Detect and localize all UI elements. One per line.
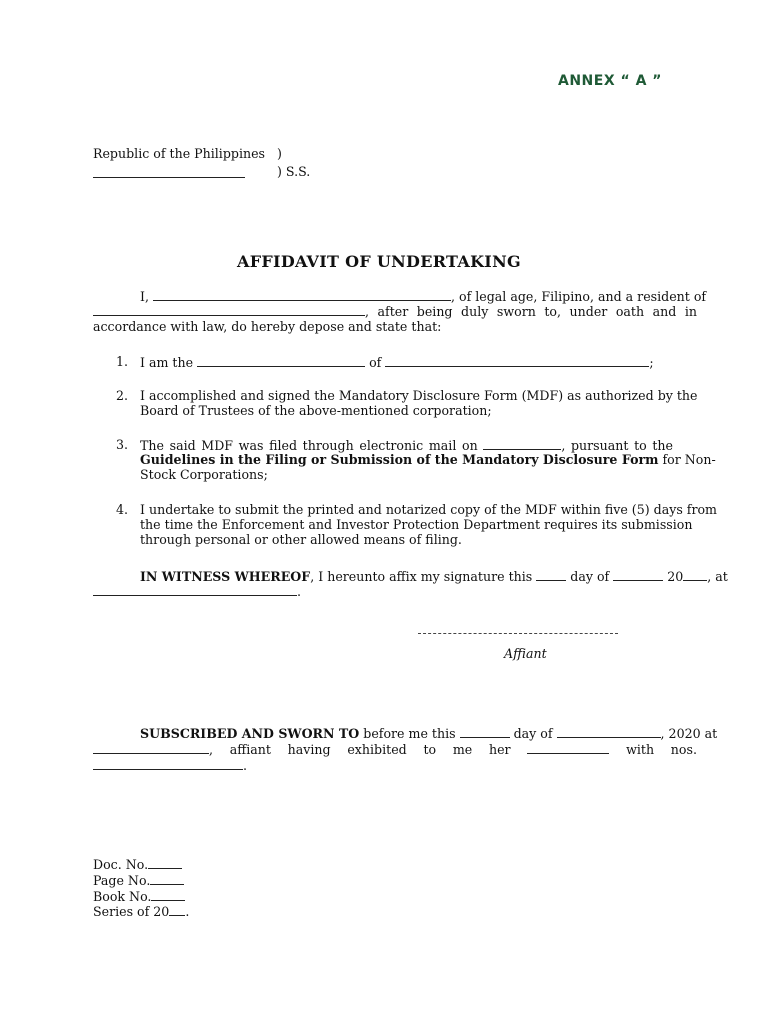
item-3-line-1 <box>140 437 673 453</box>
series-blank[interactable] <box>169 903 185 916</box>
item-1-text-b: of <box>369 355 382 370</box>
item-3-line-3: Stock Corporations; <box>140 467 268 482</box>
venue-ss: ) S.S. <box>277 164 311 179</box>
affiant-label: Affiant <box>504 646 547 661</box>
jurat-place-blank[interactable] <box>93 741 209 754</box>
series-label: Series of 20 <box>93 904 170 919</box>
item-4-line-1: I undertake to submit the printed and notarized copy of the MDF within five (5) days from <box>140 502 717 517</box>
venue-city-blank[interactable] <box>93 164 245 178</box>
intro-line-3: accordance with law, do hereby depose and state that: <box>93 319 442 334</box>
guidelines-title: Guidelines in the Filing or Submission of the Mandatory Disclosure Form <box>140 452 659 467</box>
item-2-line-1: I accomplished and signed the Mandatory Disclosure Form (MDF) as authorized by the <box>140 388 698 403</box>
intro-i: I, <box>140 289 149 304</box>
item-1 <box>140 354 697 370</box>
item-number: 2. <box>116 388 129 403</box>
jurat-text-b: day of <box>513 726 553 741</box>
item-2-line-2: Board of Trustees of the above-mentioned corporation; <box>140 403 492 418</box>
doc-no <box>93 856 182 872</box>
witness-place-blank[interactable] <box>93 583 297 596</box>
witness-text-e: . <box>297 584 302 599</box>
corporation-blank[interactable] <box>385 354 649 367</box>
jurat-text-a: before me this <box>363 726 456 741</box>
witness-year-prefix: 20 <box>667 569 684 584</box>
item-number: 1. <box>116 354 129 369</box>
intro-b: , after being duly sworn to, under oath and in <box>365 304 697 319</box>
book-no <box>93 888 185 904</box>
signature-line[interactable] <box>418 631 618 634</box>
series <box>93 903 189 919</box>
item-3-line-2 <box>140 452 716 467</box>
filing-date-blank[interactable] <box>483 437 561 450</box>
item-number: 3. <box>116 437 129 452</box>
intro-a: , of legal age, Filipino, and a resident of <box>451 289 707 304</box>
item-3-text-c: for Non- <box>662 452 716 467</box>
position-blank[interactable] <box>197 354 365 367</box>
item-4-line-2: the time the Enforcement and Investor Protection Department requires its submission <box>140 517 693 532</box>
witness-year-blank[interactable] <box>683 568 707 581</box>
jurat-line-2 <box>93 741 697 757</box>
document-title: AFFIDAVIT OF UNDERTAKING <box>237 252 521 271</box>
book-no-blank[interactable] <box>151 888 185 901</box>
witness-text-a: , I hereunto affix my signature this <box>310 569 533 584</box>
item-3-text-b: , pursuant to the <box>561 438 673 453</box>
affiant-name-blank[interactable] <box>153 288 451 301</box>
doc-no-label: Doc. No. <box>93 857 149 872</box>
page-no-label: Page No. <box>93 873 151 888</box>
witness-heading: IN WITNESS WHEREOF <box>140 569 311 584</box>
jurat-text-c: , 2020 at <box>660 726 718 741</box>
item-4-line-3: through personal or other allowed means of filing. <box>140 532 462 547</box>
item-1-text-c: ; <box>649 355 654 370</box>
id-number-blank[interactable] <box>93 757 243 770</box>
book-no-label: Book No. <box>93 889 152 904</box>
venue-republic: Republic of the Philippines <box>93 146 266 161</box>
witness-month-blank[interactable] <box>613 568 663 581</box>
witness-line-1 <box>93 568 728 584</box>
page-no-blank[interactable] <box>150 872 184 885</box>
jurat-text-e: with nos. <box>626 742 697 757</box>
jurat-text-d: , affiant having exhibited to me her <box>209 742 511 757</box>
witness-day-blank[interactable] <box>536 568 566 581</box>
item-number: 4. <box>116 502 129 517</box>
page-no <box>93 872 184 888</box>
item-3-text-a: The said MDF was filed through electronic mail on <box>140 438 478 453</box>
witness-line-2 <box>93 583 301 599</box>
witness-text-d: , at <box>707 569 728 584</box>
id-type-blank[interactable] <box>527 741 609 754</box>
intro-line-1 <box>93 288 707 304</box>
doc-no-blank[interactable] <box>148 856 182 869</box>
residence-blank[interactable] <box>93 303 365 316</box>
jurat-day-blank[interactable] <box>460 725 510 738</box>
jurat-month-blank[interactable] <box>557 725 661 738</box>
venue-paren-1: ) <box>277 146 282 161</box>
jurat-text-f: . <box>243 758 248 773</box>
series-period: . <box>185 904 190 919</box>
annex-label: ANNEX “ A ” <box>558 73 662 89</box>
item-1-text-a: I am the <box>140 355 194 370</box>
jurat-heading: SUBSCRIBED AND SWORN TO <box>140 726 360 741</box>
intro-line-2 <box>93 303 697 319</box>
jurat-line-3 <box>93 757 247 773</box>
witness-text-b: day of <box>570 569 610 584</box>
jurat-line-1 <box>93 725 718 741</box>
